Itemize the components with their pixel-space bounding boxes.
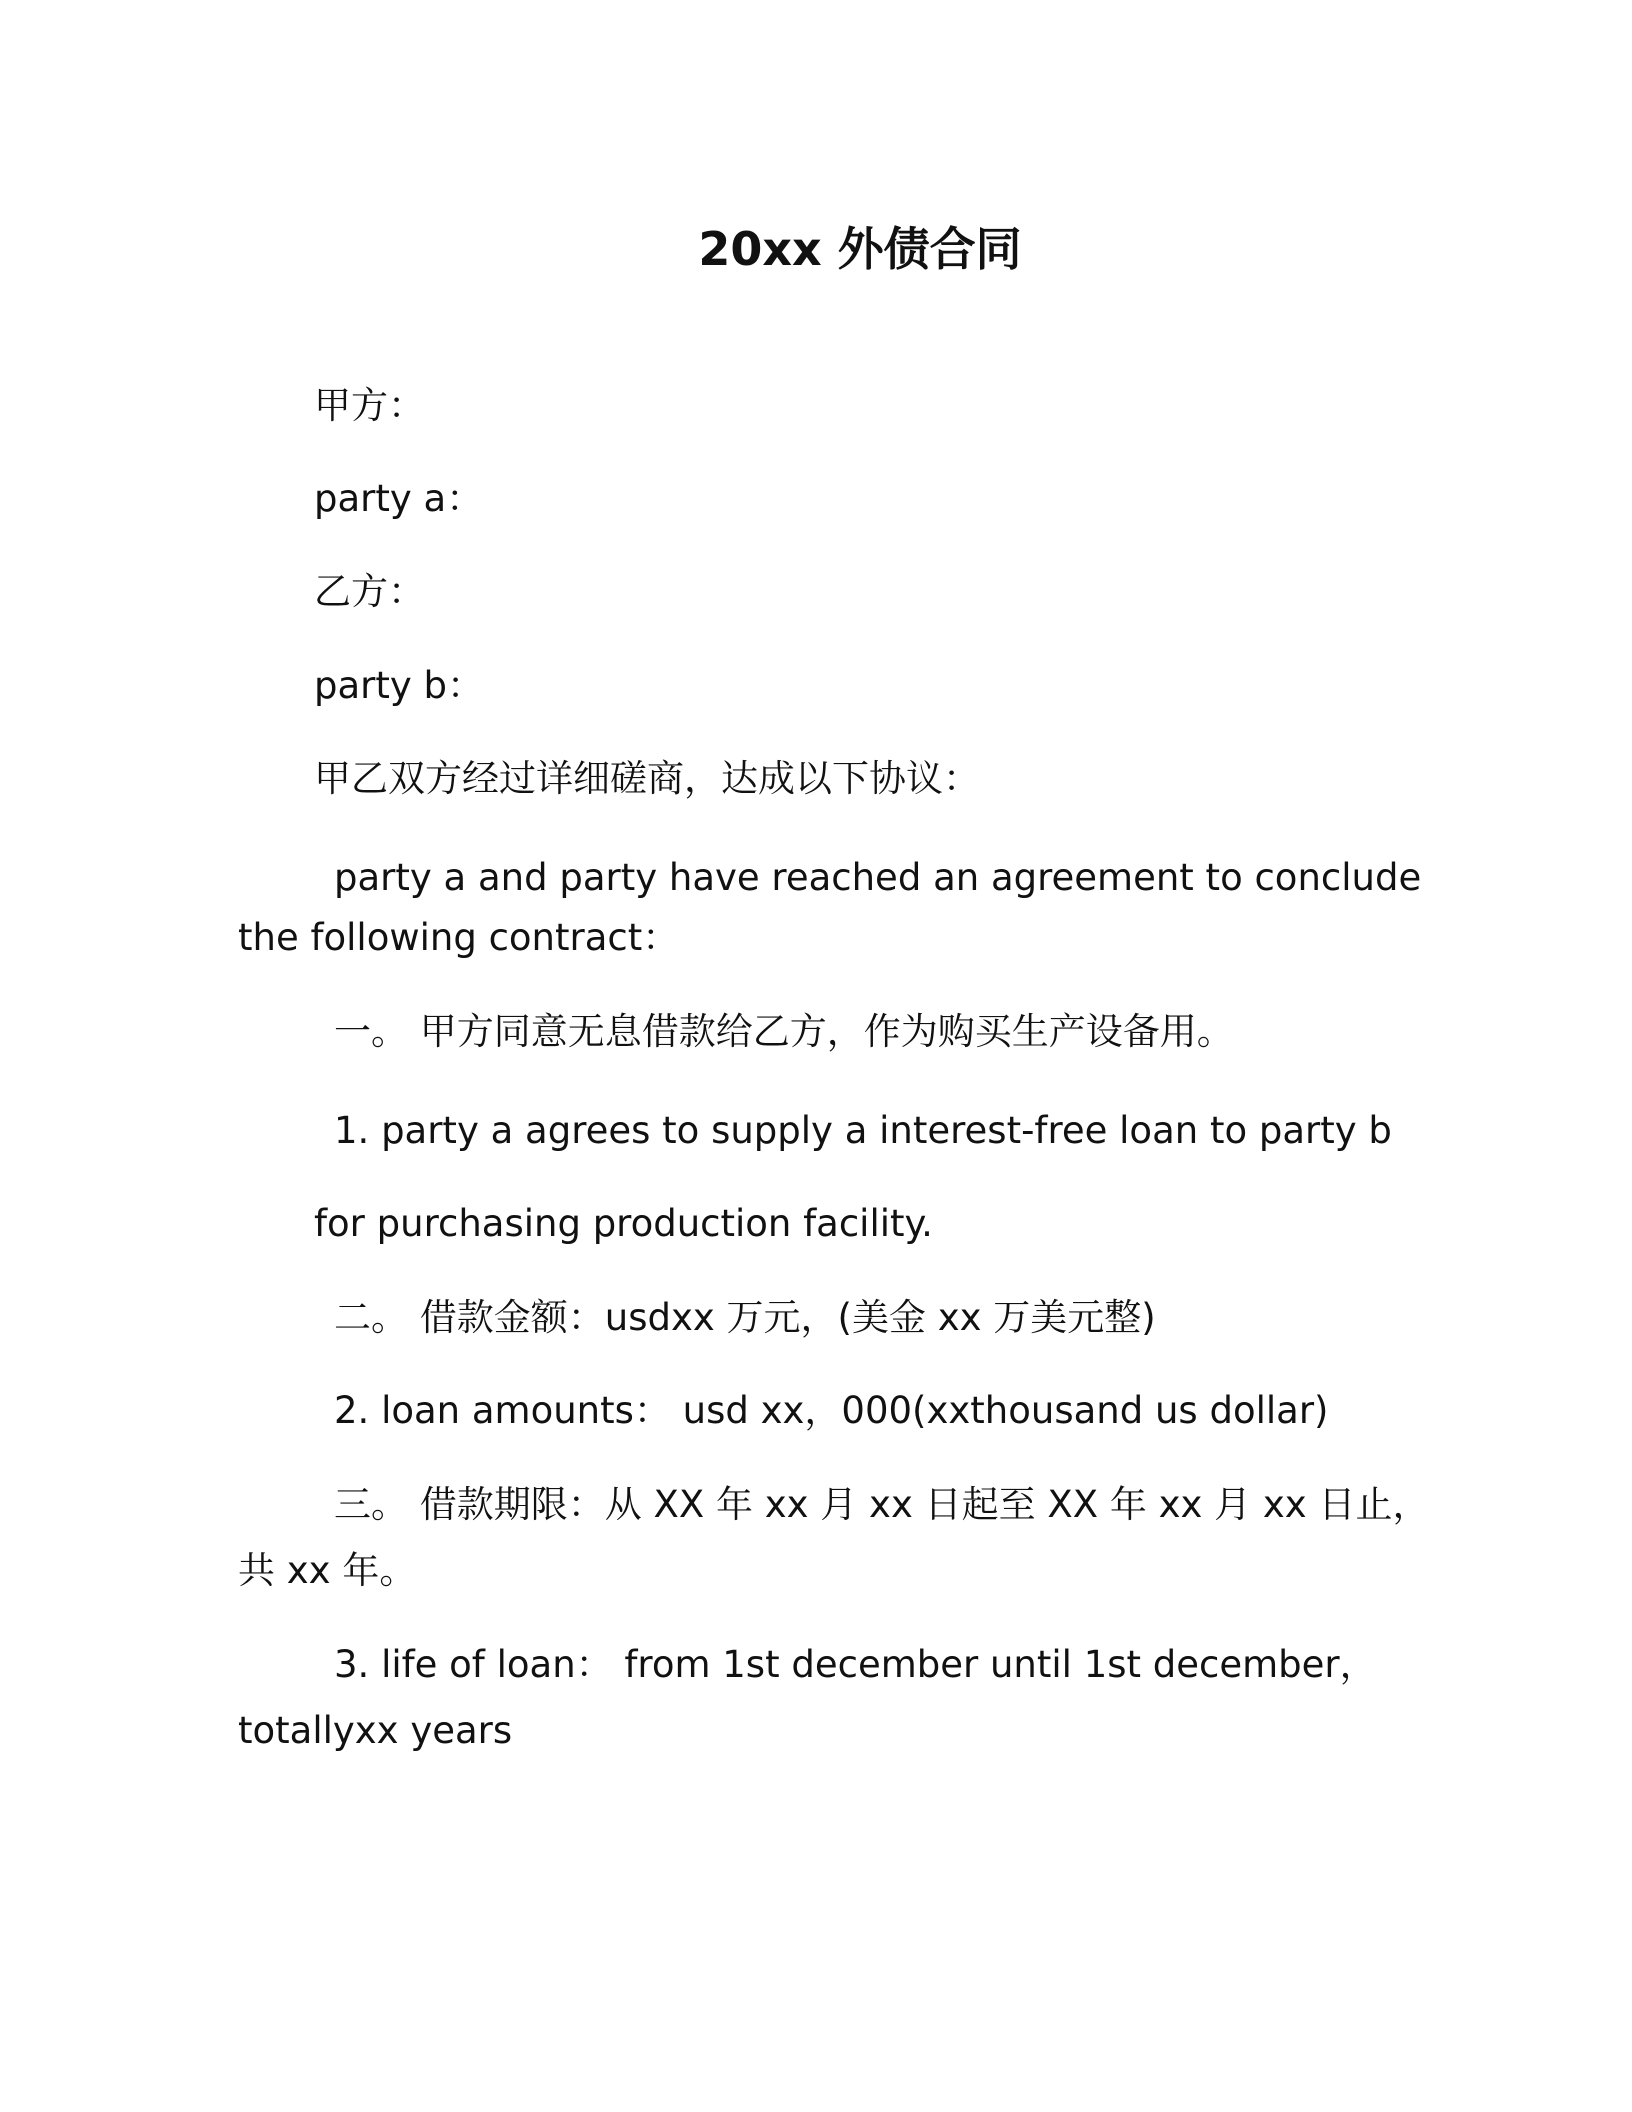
party-a-cn-label: 甲方： xyxy=(314,384,425,427)
party-a-en-label: party a： xyxy=(314,477,484,520)
party-b-en-label: party b： xyxy=(314,664,485,707)
agreement-intro-cn: 甲乙双方经过详细磋商，达成以下协议： xyxy=(314,757,980,800)
clause-1-en-line-1: 1. party a agrees to supply a interest-free loan to party b xyxy=(334,1109,1392,1152)
clause-3-en-line-1: 3. life of loan： from 1st december until 1st december， xyxy=(334,1643,1377,1686)
clause-2-en: 2. loan amounts： usd xx，000(xxthousand us dollar) xyxy=(334,1389,1329,1432)
clause-3-cn-line-1: 三。 借款期限：从 XX 年 xx 月 xx 日起至 XX 年 xx 月 xx 日止， xyxy=(334,1483,1430,1526)
document-title: 20xx 外债合同 xyxy=(698,222,1022,276)
clause-3-cn-line-2: 共 xx 年。 xyxy=(238,1549,417,1592)
clause-2-cn: 二。 借款金额：usdxx 万元，(美金 xx 万美元整) xyxy=(334,1296,1156,1339)
clause-1-en-line-2: for purchasing production facility. xyxy=(314,1202,933,1245)
party-b-cn-label: 乙方： xyxy=(314,570,425,613)
agreement-intro-en-line-1: party a and party have reached an agreement to conclude xyxy=(334,856,1422,899)
agreement-intro-en-line-2: the following contract： xyxy=(238,916,680,959)
clause-3-en-line-2: totallyxx years xyxy=(238,1709,513,1752)
clause-1-cn: 一。 甲方同意无息借款给乙方，作为购买生产设备用。 xyxy=(334,1010,1234,1053)
